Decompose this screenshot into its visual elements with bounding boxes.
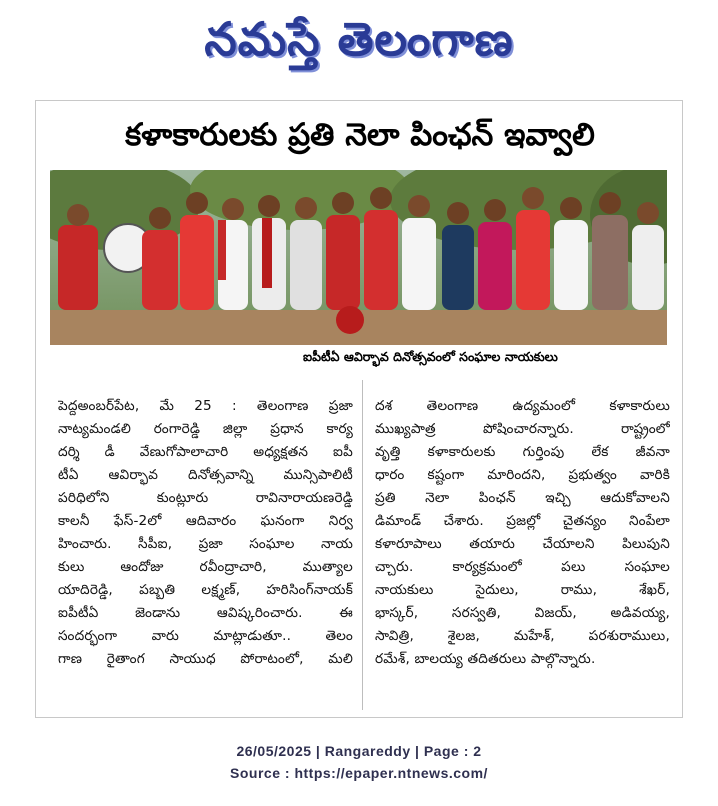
body-line: ముఖ్యపాత్ర పోషించారన్నారు. రాష్ట్రంలో xyxy=(375,421,670,437)
body-line: నాయకులు సైదులు, రాము, శేఖర్‌, xyxy=(375,582,670,598)
body-line: టీఏ ఆవిర్భావ దినోత్సవాన్ని మున్సిపాలిటీ xyxy=(58,467,353,483)
body-line: సావిత్రి, శైలజ, మహేశ్‌, పరశురాములు, xyxy=(375,628,670,644)
body-line: ప్రతి నెలా పింఛన్‌ ఇచ్చి ఆదుకోవాలని xyxy=(375,490,670,506)
body-line: నాట్యమండలి రంగారెడ్డి జిల్లా ప్రధాన కార్య xyxy=(58,421,353,437)
body-line: వృత్తి కళాకారులకు గుర్తింపు లేక జీవనా xyxy=(375,444,670,460)
group-photo-illustration xyxy=(50,170,667,345)
body-line: కాలనీ ఫేస్‌-2లో ఆదివారం ఘనంగా నిర్వ xyxy=(58,513,353,529)
article-photo xyxy=(50,170,667,345)
body-line: యాదిరెడ్డి, పబ్బతి లక్ష్మణ్‌, హరిసింగ్‌నాయక్‌ xyxy=(58,582,353,598)
article-body-left-column xyxy=(58,395,353,671)
body-line: హించారు. సీపీఐ, ప్రజా సంఘాల నాయ xyxy=(58,536,353,552)
body-line: కళారూపాలు తయారు చేయాలని పిలుపుని xyxy=(375,536,670,552)
body-line: పెద్దఅంబర్‌పేట, మే 25 : తెలంగాణ ప్రజా xyxy=(58,398,353,414)
body-line: దర్శి డీ వేణుగోపాలాచారి అధ్యక్షతన ఐపీ xyxy=(58,444,353,460)
body-line: రమేశ్‌, బాలయ్య తదితరులు పాల్గొన్నారు. xyxy=(375,651,596,667)
source-url-line[interactable]: Source : https://epaper.ntnews.com/ xyxy=(230,765,488,781)
body-line: దశ తెలంగాణ ఉద్యమంలో కళాకారులు xyxy=(375,398,670,414)
photo-caption: ఐపీటీఏ ఆవిర్భావ దినోత్సవంలో సంఘాల నాయకులు xyxy=(303,349,558,364)
article-headline: కళాకారులకు ప్రతి నెలా పింఛన్‌ ఇవ్వాలి xyxy=(125,117,595,153)
body-line: ధారం కష్టంగా మారిందని, ప్రభుత్వం వారికి xyxy=(375,467,670,483)
body-line: సందర్భంగా వారు మాట్లాడుతూ.. తెలం xyxy=(58,628,353,644)
publication-date-line: 26/05/2025 | Rangareddy | Page : 2 xyxy=(236,743,482,759)
column-divider xyxy=(362,380,363,710)
body-line: డిమాండ్‌ చేశారు. ప్రజల్లో చైతన్యం నింపేలా xyxy=(375,513,670,529)
body-line: పరిధిలోని కుంట్లూరు రావినారాయణరెడ్డి xyxy=(58,490,353,506)
body-line: కులు ఆందోజు రవీంద్రాచారి, ముత్యాల xyxy=(58,559,353,575)
newspaper-masthead: నమస్తే తెలంగాణ xyxy=(204,12,514,66)
body-line: చ్చారు. కార్యక్రమంలో పలు సంఘాల xyxy=(375,559,670,575)
article-body-right-column xyxy=(375,395,670,671)
body-line: భాస్కర్‌, సరస్వతి, విజయ్‌, అడివయ్య, xyxy=(375,605,670,621)
body-line: గాణ రైతాంగ సాయుధ పోరాటంలో, మలి xyxy=(58,651,353,667)
body-line: ఐపీటీఏ జెండాను ఆవిష్కరించారు. ఈ xyxy=(58,605,353,621)
